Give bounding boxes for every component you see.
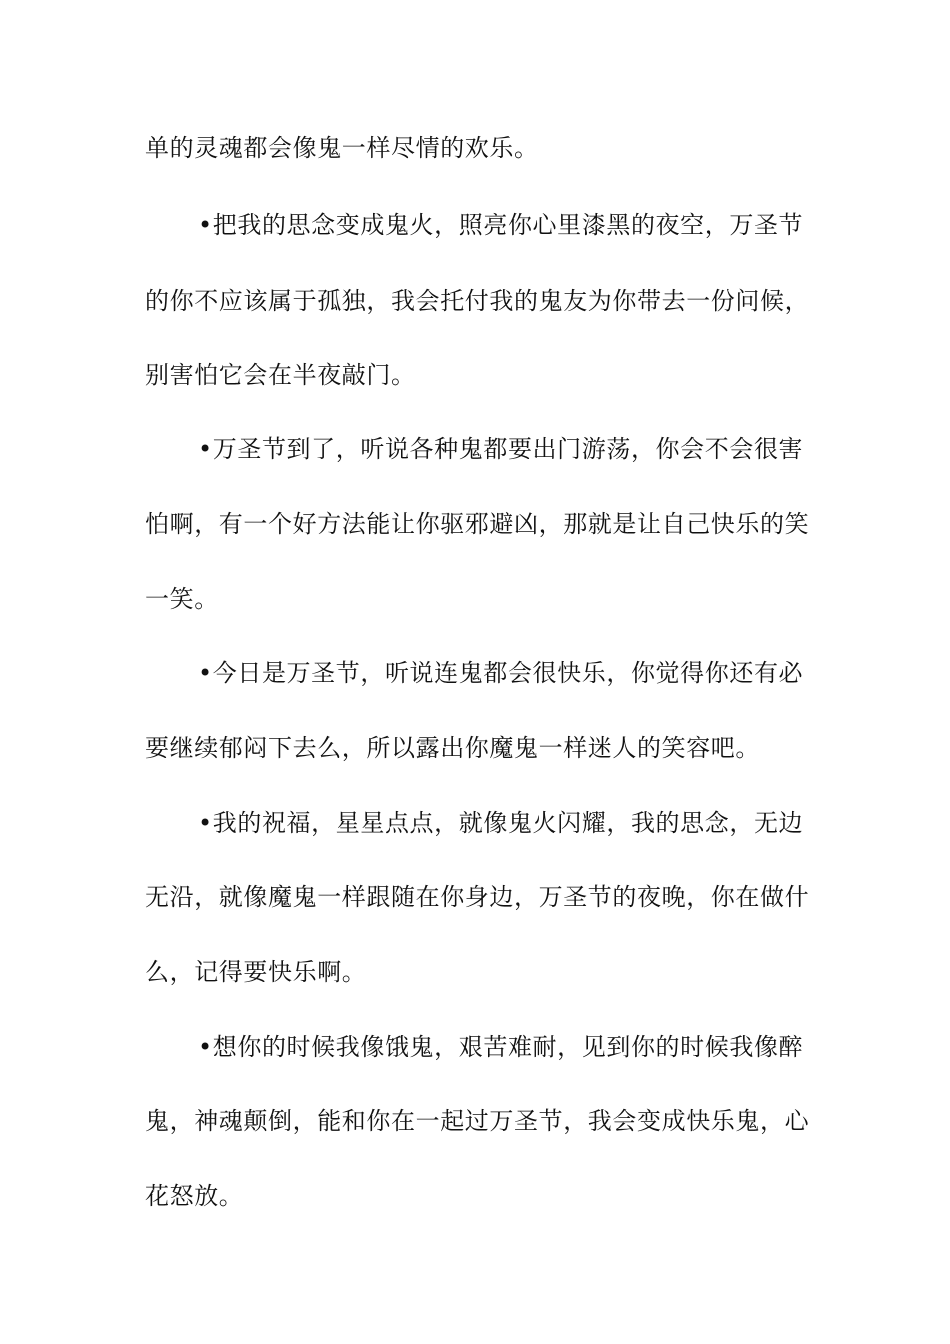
text-line: •今日是万圣节，听说连鬼都会很快乐，你觉得你还有必 [198,659,804,687]
text-line: •想你的时候我像饿鬼，艰苦难耐，见到你的时候我像醉 [198,1033,804,1061]
text-line: •万圣节到了，听说各种鬼都要出门游荡，你会不会很害 [198,435,804,463]
text-line: 怕啊，有一个好方法能让你驱邪避凶，那就是让自己快乐的笑 [145,510,810,538]
text-line: •把我的思念变成鬼火，照亮你心里漆黑的夜空，万圣节 [198,211,804,239]
text-line: 单的灵魂都会像鬼一样尽情的欢乐。 [145,134,539,162]
text-line: 一笑。 [145,585,219,613]
text-line: 花怒放。 [145,1182,244,1210]
text-line: 鬼，神魂颠倒，能和你在一起过万圣节，我会变成快乐鬼，心 [145,1107,810,1135]
text-line: 的你不应该属于孤独，我会托付我的鬼友为你带去一份问候， [145,287,810,315]
text-line: 要继续郁闷下去么，所以露出你魔鬼一样迷人的笑容吧。 [145,734,760,762]
text-line: 无沿，就像魔鬼一样跟随在你身边，万圣节的夜晚，你在做什 [145,883,810,911]
text-line: 么，记得要快乐啊。 [145,958,367,986]
text-line: •我的祝福，星星点点，就像鬼火闪耀，我的思念，无边 [198,809,804,837]
text-line: 别害怕它会在半夜敲门。 [145,361,416,389]
